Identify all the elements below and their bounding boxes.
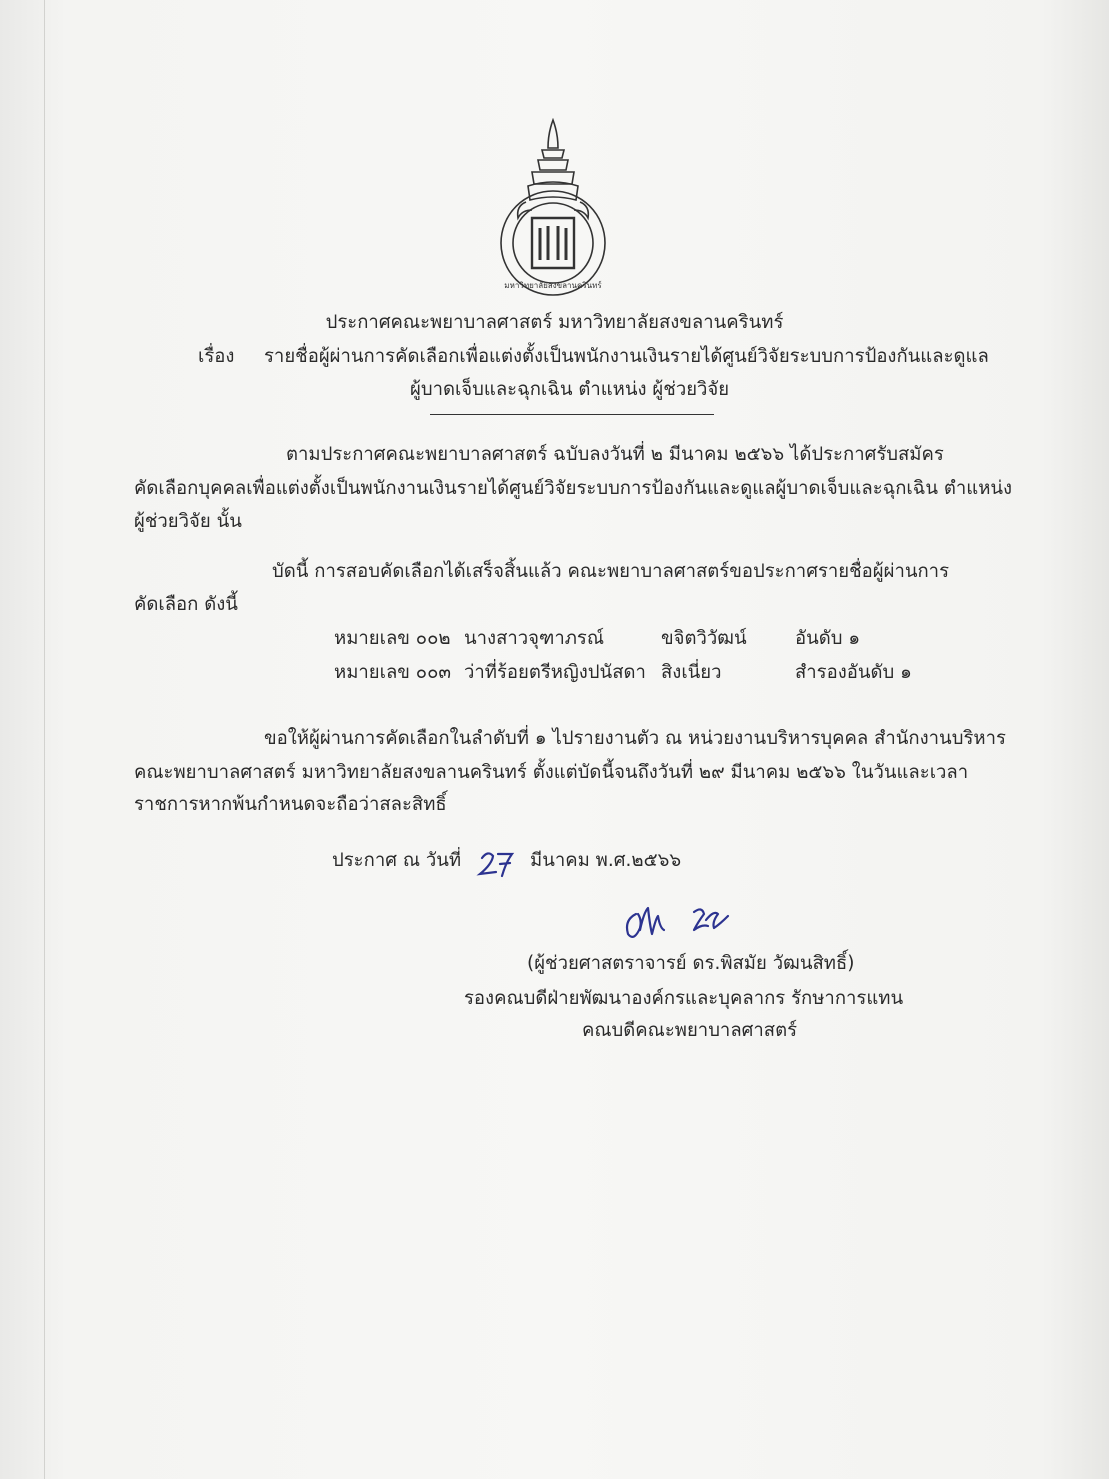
subject-line-1: รายชื่อผู้ผ่านการคัดเลือกเพื่อแต่งตั้งเป็นพนักงานเงินรายได้ศูนย์วิจัยระบบการป้องกันและดูแล	[264, 346, 989, 367]
signatory-position-1: รองคณบดีฝ่ายพัฒนาองค์กรและบุคลากร รักษาการแทน	[464, 988, 904, 1009]
para1-line-3: ผู้ช่วยวิจัย นั้น	[134, 511, 242, 532]
announce-date-prefix: ประกาศ ณ วันที่	[332, 850, 462, 871]
para3-line-2: คณะพยาบาลศาสตร์ มหาวิทยาลัยสงขลานครินทร์ ตั้งแต่บัดนี้จนถึงวันที่ ๒๙ มีนาคม ๒๕๖๖ ในวันและเวลา	[134, 762, 969, 783]
page-fold	[44, 0, 45, 1479]
svg-text:มหาวิทยาลัยสงขลานครินทร์: มหาวิทยาลัยสงขลานครินทร์	[504, 281, 602, 290]
candidate-number: หมายเลข ๐๐๓	[334, 662, 452, 683]
header-divider	[430, 414, 714, 415]
announcement-title: ประกาศคณะพยาบาลศาสตร์ มหาวิทยาลัยสงขลานครินทร์	[325, 312, 784, 333]
para2-line-2: คัดเลือก ดังนี้	[134, 594, 238, 615]
candidate-number: หมายเลข ๐๐๒	[334, 628, 451, 649]
university-seal-icon	[488, 118, 618, 298]
handwritten-signature	[620, 900, 740, 950]
para2-line-1: บัดนี้ การสอบคัดเลือกได้เสร็จสิ้นแล้ว คณะพยาบาลศาสตร์ขอประกาศรายชื่อผู้ผ่านการ	[272, 561, 950, 582]
subject-label: เรื่อง	[198, 346, 235, 367]
candidate-first-name: นางสาวจุฑาภรณ์	[464, 628, 605, 649]
signatory-position-2: คณบดีคณะพยาบาลศาสตร์	[582, 1020, 798, 1041]
para1-line-1: ตามประกาศคณะพยาบาลศาสตร์ ฉบับลงวันที่ ๒ มีนาคม ๒๕๖๖ ได้ประกาศรับสมัคร	[286, 444, 944, 465]
para3-line-1: ขอให้ผู้ผ่านการคัดเลือกในลำดับที่ ๑ ไปรายงานตัว ณ หน่วยงานบริหารบุคคล สำนักงานบริหาร	[264, 728, 1006, 749]
subject-line-2: ผู้บาดเจ็บและฉุกเฉิน ตำแหน่ง ผู้ช่วยวิจัย	[410, 379, 730, 400]
announce-date-suffix: มีนาคม พ.ศ.๒๕๖๖	[530, 850, 682, 871]
signatory-name: (ผู้ช่วยศาสตราจารย์ ดร.พิสมัย วัฒนสิทธิ์)	[527, 953, 855, 974]
candidate-last-name: ขจิตวิวัฒน์	[661, 628, 747, 649]
para1-line-2: คัดเลือกบุคคลเพื่อแต่งตั้งเป็นพนักงานเงินรายได้ศูนย์วิจัยระบบการป้องกันและดูแลผู้บาดเจ็บและฉุกเฉิน ตำแหน่ง	[134, 478, 1013, 499]
candidate-rank: อันดับ ๑	[795, 628, 861, 649]
handwritten-day	[476, 848, 516, 878]
candidate-rank: สำรองอันดับ ๑	[795, 662, 912, 683]
para3-line-3: ราชการหากพ้นกำหนดจะถือว่าสละสิทธิ์	[134, 794, 447, 815]
candidate-first-name: ว่าที่ร้อยตรีหญิงปนัสดา	[464, 662, 646, 683]
candidate-last-name: สิงเนี่ยว	[661, 662, 722, 683]
